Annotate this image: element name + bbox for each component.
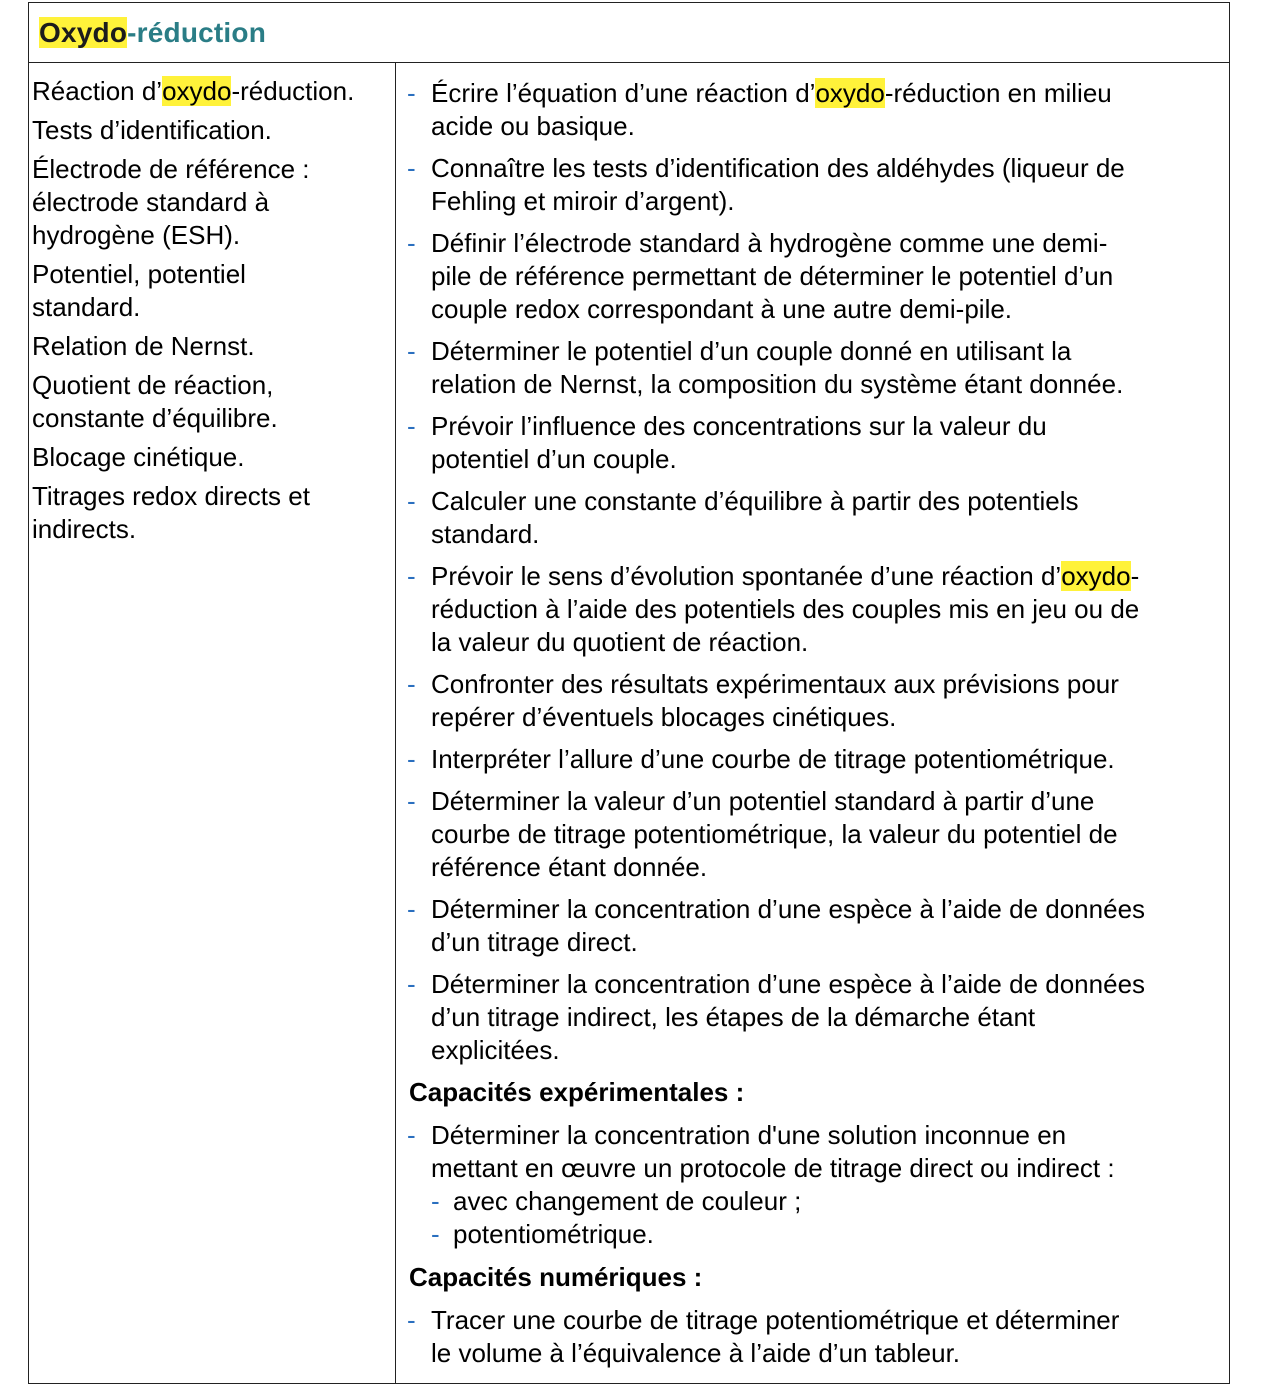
item-text: Potentiel, potentiel standard. xyxy=(32,259,246,322)
sub-item xyxy=(407,1218,1229,1251)
section-title xyxy=(39,17,266,49)
item-highlight: oxydo xyxy=(815,78,885,108)
item-text: Déterminer la concentration d’une espèce à l’aide de données d’un titrage indirect, les étapes de la démarche étant explicitées. xyxy=(431,969,1146,1065)
notion-item xyxy=(32,369,392,435)
item-text: Tests d’identification. xyxy=(32,115,272,145)
notion-item xyxy=(32,114,392,147)
program-table xyxy=(28,2,1230,1384)
sub-item xyxy=(407,1185,1229,1218)
capacity-item xyxy=(407,485,1229,551)
item-text-pre: Écrire l’équation d’une réaction d’ xyxy=(431,78,816,108)
notion-item xyxy=(32,75,392,108)
item-text: Définir l’électrode standard à hydrogène comme une demi- pile de référence permettant de déterminer le potentiel d’un couple redox correspondant à une autre demi-pile. xyxy=(431,228,1114,324)
item-text: Titrages redox directs et indirects. xyxy=(32,481,310,544)
item-highlight: oxydo xyxy=(1061,561,1131,591)
experimental-capacities-title: Capacités expérimentales : xyxy=(409,1077,745,1107)
sub-item-text: avec changement de couleur ; xyxy=(453,1186,802,1216)
notion-item xyxy=(32,258,392,324)
notion-item xyxy=(32,330,392,363)
capacity-item xyxy=(407,227,1229,326)
item-text: Déterminer la concentration d'une solution inconnue en mettant en œuvre un protocole de titrage direct ou indirect : xyxy=(431,1120,1115,1183)
item-text: Interpréter l’allure d’une courbe de titrage potentiométrique. xyxy=(431,744,1115,774)
title-highlight: Oxydo xyxy=(39,17,128,48)
capacity-item xyxy=(407,335,1229,401)
notion-item xyxy=(32,480,392,546)
bullet-dash: - xyxy=(407,1305,416,1335)
capacities-column xyxy=(407,77,1229,1379)
item-highlight: oxydo xyxy=(162,76,232,106)
bullet-dash: - xyxy=(407,786,416,816)
sub-bullet-dash: - xyxy=(431,1186,440,1216)
bullet-dash: - xyxy=(407,153,416,183)
capacity-item xyxy=(407,968,1229,1067)
capacity-item xyxy=(407,668,1229,734)
bullet-dash: - xyxy=(407,969,416,999)
bullet-dash: - xyxy=(407,744,416,774)
experimental-subitems xyxy=(407,1185,1229,1251)
bullet-dash: - xyxy=(407,486,416,516)
capacity-item xyxy=(407,1304,1229,1370)
numerical-capacities-title: Capacités numériques : xyxy=(409,1262,703,1292)
item-text-post: - réduction à l’aide des potentiels des couples mis en jeu ou de la valeur du quotient de réaction. xyxy=(431,561,1140,657)
item-text: Électrode de référence : électrode standard à hydrogène (ESH). xyxy=(32,154,310,250)
capacity-item xyxy=(407,152,1229,218)
sub-bullet-dash: - xyxy=(431,1219,440,1249)
item-text: Déterminer le potentiel d’un couple donné en utilisant la relation de Nernst, la composition du système étant donnée. xyxy=(431,336,1124,399)
capacity-item xyxy=(407,743,1229,776)
item-text: Connaître les tests d’identification des aldéhydes (liqueur de Fehling et miroir d’argent). xyxy=(431,153,1125,216)
capacity-item xyxy=(407,77,1229,143)
column-divider xyxy=(395,63,396,1383)
notions-column xyxy=(32,75,392,552)
item-text: Déterminer la concentration d’une espèce à l’aide de données d’un titrage direct. xyxy=(431,894,1146,957)
item-text: Relation de Nernst. xyxy=(32,331,255,361)
bullet-dash: - xyxy=(407,669,416,699)
bullet-dash: - xyxy=(407,561,416,591)
item-text: Calculer une constante d’équilibre à partir des potentiels standard. xyxy=(431,486,1079,549)
item-text: Blocage cinétique. xyxy=(32,442,245,472)
item-text: Tracer une courbe de titrage potentiométrique et déterminer le volume à l’équivalence à l’aide d’un tableur. xyxy=(431,1305,1120,1368)
capacity-item xyxy=(407,410,1229,476)
item-text-post: -réduction. xyxy=(231,76,355,106)
bullet-dash: - xyxy=(407,1120,416,1150)
item-text: Confronter des résultats expérimentaux aux prévisions pour repérer d’éventuels blocages cinétiques. xyxy=(431,669,1119,732)
bullet-dash: - xyxy=(407,228,416,258)
bullet-dash: - xyxy=(407,894,416,924)
item-text-pre: Prévoir le sens d’évolution spontanée d’une réaction d’ xyxy=(431,561,1062,591)
item-text: Prévoir l’influence des concentrations sur la valeur du potentiel d’un couple. xyxy=(431,411,1047,474)
title-rest: -réduction xyxy=(127,17,267,48)
capacity-item xyxy=(407,785,1229,884)
item-text: Déterminer la valeur d’un potentiel standard à partir d’une courbe de titrage potentiométrique, la valeur du potentiel de référence étant donnée. xyxy=(431,786,1118,882)
capacity-item xyxy=(407,1119,1229,1185)
item-text: Quotient de réaction, constante d’équilibre. xyxy=(32,370,278,433)
notion-item xyxy=(32,153,392,252)
bullet-dash: - xyxy=(407,78,416,108)
notion-item xyxy=(32,441,392,474)
bullet-dash: - xyxy=(407,336,416,366)
capacity-item xyxy=(407,560,1229,659)
bullet-dash: - xyxy=(407,411,416,441)
sub-item-text: potentiométrique. xyxy=(453,1219,654,1249)
table-header xyxy=(29,3,1229,63)
item-text-pre: Réaction d’ xyxy=(32,76,163,106)
item-text-post: -réduction en milieu acide ou basique. xyxy=(431,78,1112,141)
capacity-item xyxy=(407,893,1229,959)
